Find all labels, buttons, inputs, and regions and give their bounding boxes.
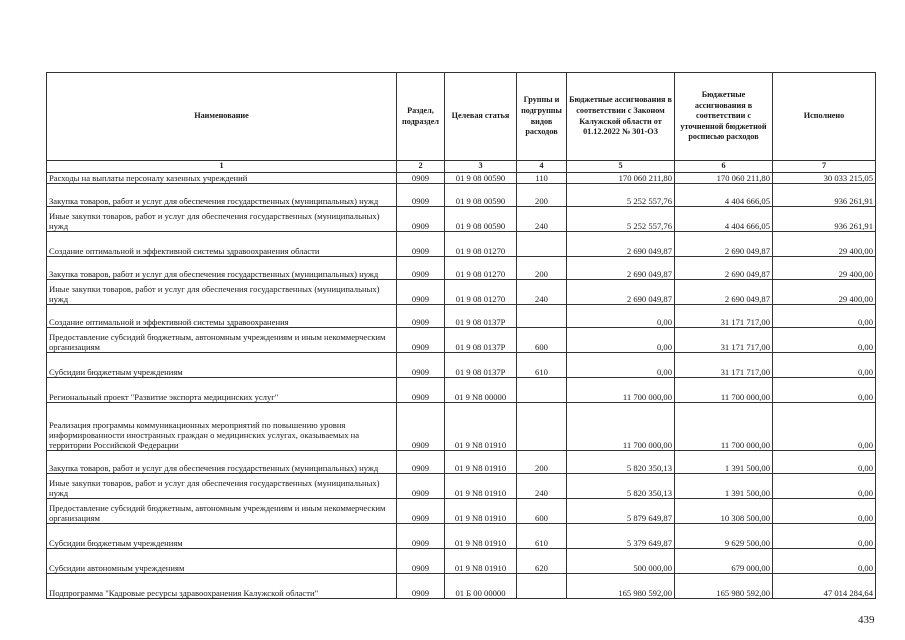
row-group: 200 — [517, 257, 567, 280]
row-group: 610 — [517, 353, 567, 378]
row-group: 240 — [517, 207, 567, 232]
row-article: 01 9 08 01270 — [445, 280, 517, 305]
row-law-amount: 11 700 000,00 — [567, 378, 675, 403]
row-section: 0909 — [397, 353, 445, 378]
table-row — [47, 474, 876, 499]
row-article: 01 9 N8 01910 — [445, 524, 517, 549]
table-row — [47, 574, 876, 599]
row-law-amount: 11 700 000,00 — [567, 403, 675, 451]
row-executed-amount: 0,00 — [773, 378, 876, 403]
row-refined-amount: 31 171 717,00 — [675, 353, 773, 378]
row-article: 01 9 N8 01910 — [445, 451, 517, 474]
row-section: 0909 — [397, 524, 445, 549]
row-law-amount: 0,00 — [567, 328, 675, 353]
row-article: 01 9 N8 01910 — [445, 499, 517, 524]
header-law: Бюджетные ассигнования в соответствии с Законом Калужской области от 01.12.2022 № 301-ОЗ — [567, 73, 675, 161]
row-law-amount: 0,00 — [567, 305, 675, 328]
row-name: Предоставление субсидий бюджетным, автономным учреждениям и иным некоммерческим организациям — [47, 499, 397, 524]
row-article: 01 9 08 01270 — [445, 257, 517, 280]
row-name: Расходы на выплаты персоналу казенных учреждений — [47, 173, 397, 184]
row-section: 0909 — [397, 574, 445, 599]
row-refined-amount: 2 690 049,87 — [675, 257, 773, 280]
row-article: 01 9 N8 01910 — [445, 403, 517, 451]
row-name: Субсидии автономным учреждениям — [47, 549, 397, 574]
table-row — [47, 524, 876, 549]
row-section: 0909 — [397, 305, 445, 328]
row-law-amount: 5 252 557,76 — [567, 184, 675, 207]
table-row — [47, 403, 876, 451]
row-name: Закупка товаров, работ и услуг для обеспечения государственных (муниципальных) нужд — [47, 451, 397, 474]
row-section: 0909 — [397, 474, 445, 499]
row-group: 200 — [517, 451, 567, 474]
row-law-amount: 165 980 592,00 — [567, 574, 675, 599]
row-article: 01 9 08 00590 — [445, 184, 517, 207]
row-name: Иные закупки товаров, работ и услуг для обеспечения государственных (муниципальных) нужд — [47, 474, 397, 499]
page-number: 439 — [858, 614, 875, 626]
header-section: Раздел, подраздел — [397, 73, 445, 161]
header-executed: Исполнено — [773, 73, 876, 161]
table-row — [47, 305, 876, 328]
row-article: 01 Б 00 00000 — [445, 574, 517, 599]
row-law-amount: 2 690 049,87 — [567, 280, 675, 305]
row-refined-amount: 10 308 500,00 — [675, 499, 773, 524]
table-row — [47, 451, 876, 474]
header-article: Целевая статья — [445, 73, 517, 161]
row-refined-amount: 9 629 500,00 — [675, 524, 773, 549]
row-name: Иные закупки товаров, работ и услуг для обеспечения государственных (муниципальных) нужд — [47, 207, 397, 232]
row-group: 240 — [517, 474, 567, 499]
row-refined-amount: 11 700 000,00 — [675, 378, 773, 403]
row-law-amount: 500 000,00 — [567, 549, 675, 574]
row-article: 01 9 08 01270 — [445, 232, 517, 257]
row-section: 0909 — [397, 328, 445, 353]
row-article: 01 9 N8 01910 — [445, 549, 517, 574]
row-group: 110 — [517, 173, 567, 184]
row-group: 620 — [517, 549, 567, 574]
row-executed-amount: 0,00 — [773, 474, 876, 499]
table-row — [47, 549, 876, 574]
row-section: 0909 — [397, 173, 445, 184]
row-section: 0909 — [397, 378, 445, 403]
row-article: 01 9 08 0137Р — [445, 353, 517, 378]
row-name: Закупка товаров, работ и услуг для обеспечения государственных (муниципальных) нужд — [47, 184, 397, 207]
column-number: 5 — [567, 161, 675, 173]
row-law-amount: 5 820 350,13 — [567, 474, 675, 499]
table-row — [47, 378, 876, 403]
row-law-amount: 170 060 211,80 — [567, 173, 675, 184]
row-refined-amount: 165 980 592,00 — [675, 574, 773, 599]
row-law-amount: 5 252 557,76 — [567, 207, 675, 232]
row-name: Субсидии бюджетным учреждениям — [47, 524, 397, 549]
row-executed-amount: 0,00 — [773, 353, 876, 378]
table-row — [47, 280, 876, 305]
row-article: 01 9 N8 01910 — [445, 474, 517, 499]
row-refined-amount: 679 000,00 — [675, 549, 773, 574]
row-executed-amount: 0,00 — [773, 403, 876, 451]
row-executed-amount: 936 261,91 — [773, 184, 876, 207]
row-section: 0909 — [397, 499, 445, 524]
column-number: 1 — [47, 161, 397, 173]
row-article: 01 9 08 0137Р — [445, 328, 517, 353]
row-name: Создание оптимальной и эффективной системы здравоохранения — [47, 305, 397, 328]
table-row — [47, 232, 876, 257]
table-row — [47, 257, 876, 280]
row-article: 01 9 N8 00000 — [445, 378, 517, 403]
row-law-amount: 5 879 649,87 — [567, 499, 675, 524]
row-refined-amount: 4 404 666,05 — [675, 184, 773, 207]
row-executed-amount: 0,00 — [773, 451, 876, 474]
row-group — [517, 378, 567, 403]
row-executed-amount: 29 400,00 — [773, 280, 876, 305]
row-section: 0909 — [397, 403, 445, 451]
row-article: 01 9 08 00590 — [445, 207, 517, 232]
row-refined-amount: 2 690 049,87 — [675, 232, 773, 257]
row-section: 0909 — [397, 232, 445, 257]
column-number: 4 — [517, 161, 567, 173]
row-refined-amount: 1 391 500,00 — [675, 451, 773, 474]
row-law-amount: 5 820 350,13 — [567, 451, 675, 474]
row-group — [517, 232, 567, 257]
row-group: 600 — [517, 328, 567, 353]
row-executed-amount: 0,00 — [773, 524, 876, 549]
row-law-amount: 0,00 — [567, 353, 675, 378]
row-name: Предоставление субсидий бюджетным, автономным учреждениям и иным некоммерческим организациям — [47, 328, 397, 353]
row-group — [517, 574, 567, 599]
row-executed-amount: 0,00 — [773, 328, 876, 353]
row-name: Иные закупки товаров, работ и услуг для обеспечения государственных (муниципальных) нужд — [47, 280, 397, 305]
header-refined: Бюджетные ассигнования в соответствии с уточненной бюджетной росписью расходов — [675, 73, 773, 161]
row-executed-amount: 0,00 — [773, 499, 876, 524]
row-section: 0909 — [397, 451, 445, 474]
row-name: Закупка товаров, работ и услуг для обеспечения государственных (муниципальных) нужд — [47, 257, 397, 280]
row-executed-amount: 0,00 — [773, 549, 876, 574]
header-group: Группы и подгруппы видов расходов — [517, 73, 567, 161]
row-refined-amount: 1 391 500,00 — [675, 474, 773, 499]
row-name: Подпрограмма "Кадровые ресурсы здравоохранения Калужской области" — [47, 574, 397, 599]
row-name: Реализация программы коммуникационных мероприятий по повышению уровня информированности иностранных граждан о медицинских услугах, оказываемых на территории Российской Федерации — [47, 403, 397, 451]
table-row — [47, 184, 876, 207]
row-refined-amount: 170 060 211,80 — [675, 173, 773, 184]
row-group: 200 — [517, 184, 567, 207]
table-row — [47, 499, 876, 524]
row-refined-amount: 31 171 717,00 — [675, 305, 773, 328]
column-number: 6 — [675, 161, 773, 173]
row-refined-amount: 31 171 717,00 — [675, 328, 773, 353]
column-number: 3 — [445, 161, 517, 173]
row-group — [517, 403, 567, 451]
row-section: 0909 — [397, 280, 445, 305]
table-row — [47, 173, 876, 184]
row-section: 0909 — [397, 257, 445, 280]
row-group: 610 — [517, 524, 567, 549]
row-refined-amount: 11 700 000,00 — [675, 403, 773, 451]
row-section: 0909 — [397, 549, 445, 574]
header-row — [47, 73, 876, 161]
row-executed-amount: 0,00 — [773, 305, 876, 328]
row-executed-amount: 29 400,00 — [773, 232, 876, 257]
table-row — [47, 207, 876, 232]
row-refined-amount: 4 404 666,05 — [675, 207, 773, 232]
row-article: 01 9 08 0137Р — [445, 305, 517, 328]
row-executed-amount: 936 261,91 — [773, 207, 876, 232]
column-number: 2 — [397, 161, 445, 173]
table-row — [47, 328, 876, 353]
row-law-amount: 2 690 049,87 — [567, 257, 675, 280]
row-name: Субсидии бюджетным учреждениям — [47, 353, 397, 378]
row-section: 0909 — [397, 184, 445, 207]
column-number: 7 — [773, 161, 876, 173]
row-executed-amount: 47 014 284,64 — [773, 574, 876, 599]
row-law-amount: 5 379 649,87 — [567, 524, 675, 549]
budget-table — [46, 72, 876, 599]
row-group: 240 — [517, 280, 567, 305]
row-name: Региональный проект "Развитие экспорта медицинских услуг" — [47, 378, 397, 403]
row-name: Создание оптимальной и эффективной системы здравоохранения области — [47, 232, 397, 257]
row-section: 0909 — [397, 207, 445, 232]
table-body — [47, 173, 876, 599]
row-executed-amount: 29 400,00 — [773, 257, 876, 280]
row-executed-amount: 30 033 215,05 — [773, 173, 876, 184]
column-number-row — [47, 161, 876, 173]
table-row — [47, 353, 876, 378]
row-group: 600 — [517, 499, 567, 524]
row-article: 01 9 08 00590 — [445, 173, 517, 184]
row-refined-amount: 2 690 049,87 — [675, 280, 773, 305]
header-name: Наименование — [47, 73, 397, 161]
row-group — [517, 305, 567, 328]
row-law-amount: 2 690 049,87 — [567, 232, 675, 257]
